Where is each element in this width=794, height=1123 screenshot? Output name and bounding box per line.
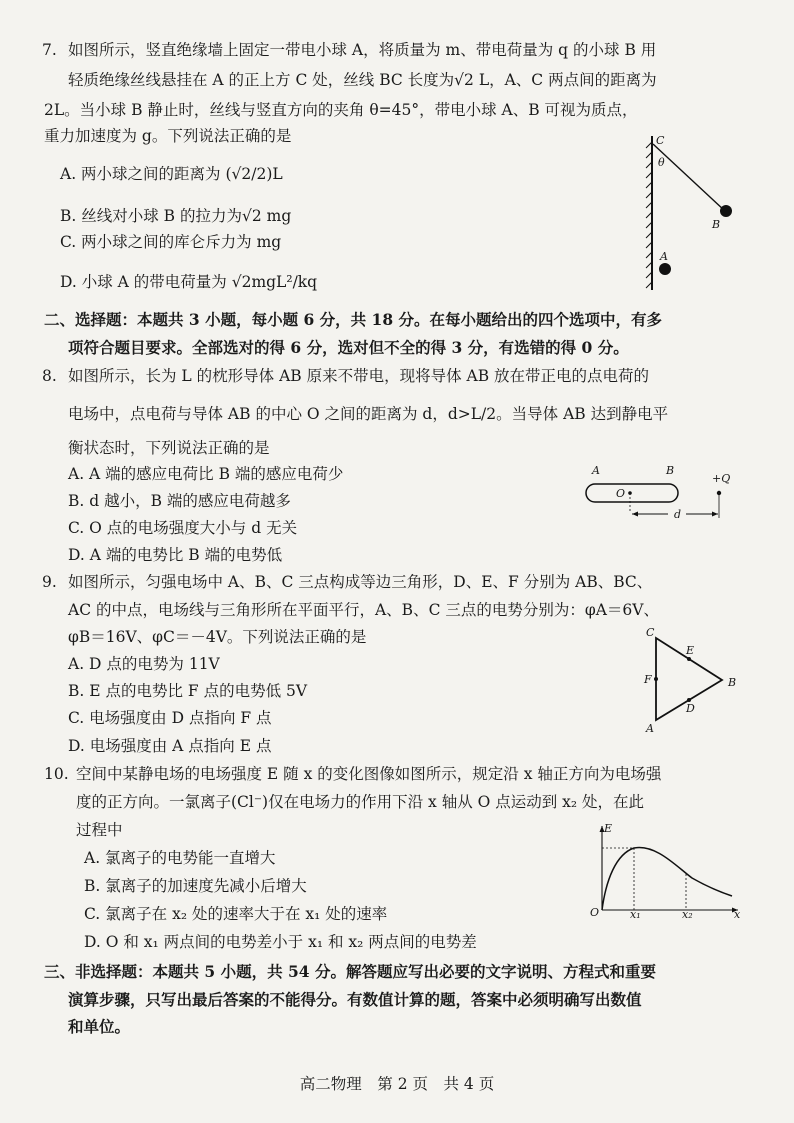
q8-label-plus-q: +Q [712, 472, 731, 485]
q7-option-d: D. 小球 A 的带电荷量为 √2mgL²/kq [60, 273, 318, 291]
q9-option-b: B. E 点的电势比 F 点的电势低 5V [68, 682, 308, 700]
q10-option-b: B. 氯离子的加速度先减小后增大 [84, 877, 307, 895]
q7-stem-line-2: 轻质绝缘丝线悬挂在 A 的正上方 C 处，丝线 BC 长度为√2 L，A、C 两点间的距离为 [68, 71, 657, 89]
q10-stem-line-3: 过程中 [76, 821, 123, 839]
q8-label-a: A [592, 464, 600, 477]
q9-label-f: F [644, 673, 652, 686]
q8-number: 8. [42, 367, 57, 385]
q8-label-b: B [666, 464, 675, 477]
q7-option-a: A. 两小球之间的距离为 (√2/2)L [60, 165, 283, 183]
q7-label-theta: θ [658, 156, 665, 169]
q9-stem-line-3: φB＝16V、φC＝－4V。下列说法正确的是 [68, 628, 367, 646]
q8-stem-line-1: 如图所示，长为 L 的枕形导体 AB 原来不带电，现将导体 AB 放在带正电的点电荷的 [68, 367, 650, 385]
q7-stem-line-4: 重力加速度为 g。下列说法正确的是 [44, 127, 292, 145]
q9-label-b: B [728, 676, 737, 689]
q10-option-a: A. 氯离子的电势能一直增大 [84, 849, 276, 867]
q10-number: 10. [44, 765, 69, 783]
q7-option-c: C. 两小球之间的库仑斥力为 mg [60, 233, 282, 251]
q7-stem-line-3: 2L。当小球 B 静止时，丝线与竖直方向的夹角 θ=45°，带电小球 A、B 可视为质点， [44, 101, 638, 119]
section3-title-line-1: 三、非选择题：本题共 5 小题，共 54 分。解答题应写出必要的文字说明、方程式和重要 [44, 962, 656, 981]
q9-option-a: A. D 点的电势为 11V [68, 655, 220, 673]
section2-title-line-2: 项符合题目要求。全部选对的得 6 分，选对但不全的得 3 分，有选错的得 0 分。 [68, 338, 629, 357]
q9-option-c: C. 电场强度由 D 点指向 F 点 [68, 709, 272, 727]
q9-stem-line-1: 如图所示，匀强电场中 A、B、C 三点构成等边三角形，D、E、F 分别为 AB、BC、 [68, 573, 653, 591]
q8-option-c: C. O 点的电场强度大小与 d 无关 [68, 519, 298, 537]
q7-label-b: B [712, 218, 721, 231]
q9-stem-line-2: AC 的中点，电场线与三角形所在平面平行，A、B、C 三点的电势分别为：φA＝6V、 [68, 601, 659, 619]
q9-figure-triangle [640, 624, 750, 736]
q8-option-a: A. A 端的感应电荷比 B 端的感应电荷少 [68, 465, 344, 483]
section3-title-line-2: 演算步骤，只写出最后答案的不能得分。有数值计算的题，答案中必须明确写出数值 [68, 990, 642, 1009]
page-footer: 高二物理 第 2 页 共 4 页 [299, 1075, 495, 1093]
section2-title-line-1: 二、选择题：本题共 3 小题，每小题 6 分，共 18 分。在每小题给出的四个选项中，有多 [44, 310, 663, 329]
q9-label-d: D [686, 702, 695, 715]
q10-stem-line-2: 度的正方向。一氯离子(Cl⁻)仅在电场力的作用下沿 x 轴从 O 点运动到 x₂ 处，在此 [76, 793, 645, 811]
q8-stem-line-3: 衡状态时，下列说法正确的是 [68, 439, 270, 457]
q9-label-a: A [646, 722, 654, 735]
section3-title-line-3: 和单位。 [68, 1017, 131, 1036]
q7-label-a: A [660, 250, 668, 263]
q10-option-c: C. 氯离子在 x₂ 处的速率大于在 x₁ 处的速率 [84, 905, 388, 923]
q10-label-e: E [604, 822, 613, 835]
q10-label-x: x [734, 908, 741, 921]
q10-figure-e-x-graph [588, 820, 744, 920]
q7-label-c: C [656, 134, 665, 147]
q9-option-d: D. 电场强度由 A 点指向 E 点 [68, 737, 272, 755]
q8-stem-line-2: 电场中，点电荷与导体 AB 的中心 O 之间的距离为 d，d>L/2。当导体 AB 达到静电平 [68, 405, 669, 423]
q9-label-e: E [686, 644, 695, 657]
q7-option-b: B. 丝线对小球 B 的拉力为√2 mg [60, 207, 292, 225]
q8-figure-conductor [582, 460, 742, 524]
q10-label-o: O [590, 906, 600, 919]
q10-stem-line-1: 空间中某静电场的电场强度 E 随 x 的变化图像如图所示，规定沿 x 轴正方向为电场强 [76, 765, 662, 783]
q7-figure-wall-pendulum [636, 132, 746, 294]
q8-label-d: d [674, 508, 682, 521]
q7-stem-line-1: 如图所示，竖直绝缘墙上固定一带电小球 A，将质量为 m、带电荷量为 q 的小球 B 用 [68, 41, 657, 59]
q8-option-d: D. A 端的电势比 B 端的电势低 [68, 546, 283, 564]
q8-option-b: B. d 越小，B 端的感应电荷越多 [68, 492, 291, 510]
q10-label-x1: x₁ [630, 908, 641, 921]
q7-number: 7. [42, 41, 57, 59]
q9-number: 9. [42, 573, 57, 591]
q10-option-d: D. O 和 x₁ 两点间的电势差小于 x₁ 和 x₂ 两点间的电势差 [84, 933, 477, 951]
q10-label-x2: x₂ [682, 908, 693, 921]
q8-label-o: O [616, 487, 626, 500]
q9-label-c: C [646, 626, 655, 639]
